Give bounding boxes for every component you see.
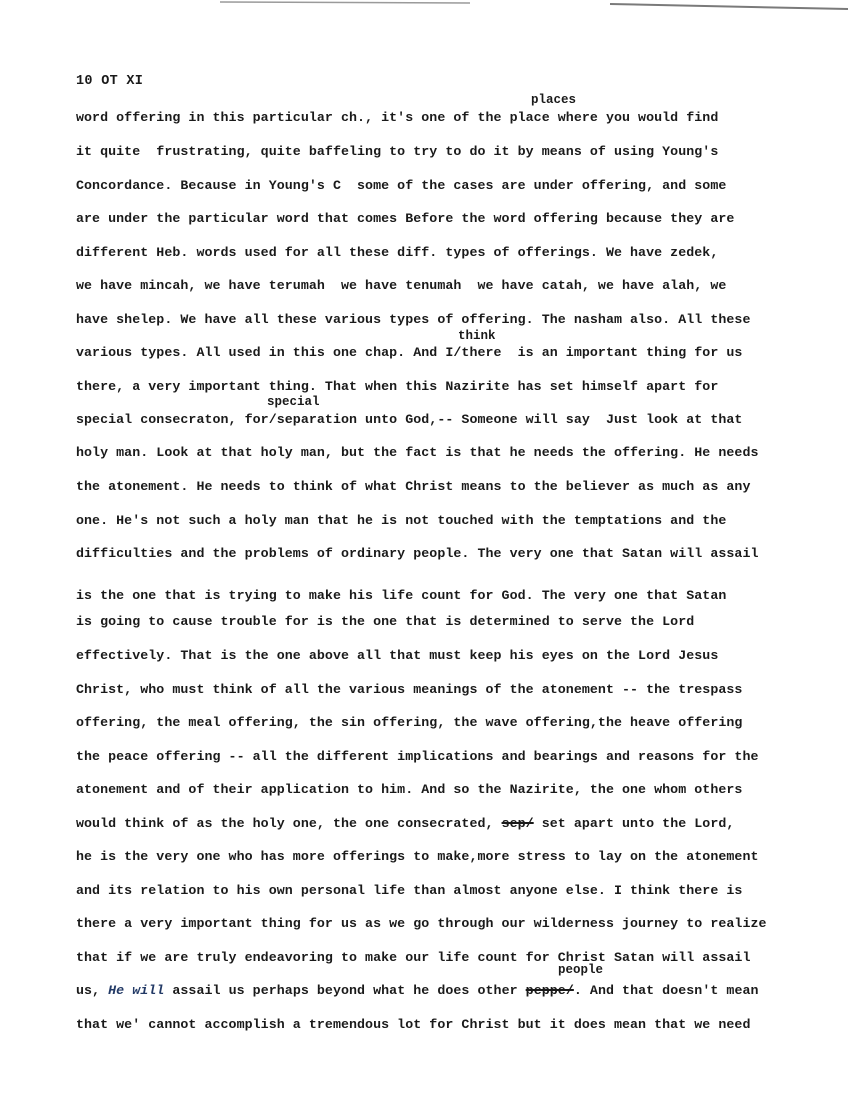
text-segment: assail us perhaps beyond what he does other bbox=[164, 983, 526, 998]
insert-special: special bbox=[267, 395, 320, 409]
text-line: he is the very one who has more offerings to make,more stress to lay on the atonement bbox=[76, 849, 759, 864]
text-line: there a very important thing for us as we go through our wilderness journey to realize bbox=[76, 916, 767, 931]
text-segment: us, bbox=[76, 983, 109, 998]
text-line bbox=[76, 816, 808, 832]
text-line: there, a very important thing. That when this Nazirite has set himself apart for bbox=[76, 379, 719, 394]
text-line: difficulties and the problems of ordinary people. The very one that Satan will assail bbox=[76, 546, 759, 561]
text-segment: would think of as the holy one, the one consecrated, bbox=[76, 816, 502, 831]
text-line bbox=[76, 983, 808, 999]
insert-people: people bbox=[558, 963, 604, 977]
text-line: one. He's not such a holy man that he is not touched with the temptations and the bbox=[76, 513, 727, 528]
text-line: is going to cause trouble for is the one that is determined to serve the Lord bbox=[76, 614, 695, 629]
text-line: effectively. That is the one above all that must keep his eyes on the Lord Jesus bbox=[76, 648, 719, 663]
insert-think: think bbox=[458, 329, 496, 343]
text-line: it quite frustrating, quite baffeling to try to do it by means of using Young's bbox=[76, 144, 719, 159]
text-line: word offering in this particular ch., it's one of the place where you would find bbox=[76, 110, 719, 125]
text-line: offering, the meal offering, the sin offering, the wave offering,the heave offering bbox=[76, 715, 743, 730]
text-line: different Heb. words used for all these diff. types of offerings. We have zedek, bbox=[76, 245, 719, 260]
text-segment: . And that doesn't mean bbox=[573, 983, 759, 998]
text-line: holy man. Look at that holy man, but the fact is that he needs the offering. He needs bbox=[76, 445, 759, 460]
text-segment: set apart unto the Lord, bbox=[533, 816, 735, 831]
text-line: that if we are truly endeavoring to make our life count for Christ Satan will assail bbox=[76, 950, 751, 965]
text-line: special consecraton, for/separation unto God,-- Someone will say Just look at that bbox=[76, 412, 743, 427]
text-line: and its relation to his own personal life than almost anyone else. I think there is bbox=[76, 883, 743, 898]
text-line: we have mincah, we have terumah we have tenumah we have catah, we have alah, we bbox=[76, 278, 727, 293]
text-line: various types. All used in this one chap. And I/there is an important thing for us bbox=[76, 345, 743, 360]
text-line: Christ, who must think of all the various meanings of the atonement -- the trespass bbox=[76, 682, 743, 697]
text-line: that we' cannot accomplish a tremendous lot for Christ but it does mean that we need bbox=[76, 1017, 751, 1032]
text-line: atonement and of their application to him. And so the Nazirite, the one whom others bbox=[76, 782, 743, 797]
text-line: the atonement. He needs to think of what Christ means to the believer as much as any bbox=[76, 479, 751, 494]
text-line: the peace offering -- all the different implications and bearings and reasons for the bbox=[76, 749, 759, 764]
struck-text: sep/ bbox=[501, 816, 534, 831]
text-line: Concordance. Because in Young's C some of the cases are under offering, and some bbox=[76, 178, 727, 193]
page-header: 10 OT XI bbox=[76, 74, 144, 89]
text-line: are under the particular word that comes Before the word offering because they are bbox=[76, 211, 735, 226]
insert-places: places bbox=[531, 93, 577, 107]
scan-top-edge bbox=[0, 0, 848, 14]
struck-text: peppe/ bbox=[525, 983, 574, 998]
handwritten-annotation: He will bbox=[108, 983, 165, 998]
text-line: have shelep. We have all these various types of offering. The nasham also. All these bbox=[76, 312, 751, 327]
text-line: is the one that is trying to make his life count for God. The very one that Satan bbox=[76, 588, 727, 603]
